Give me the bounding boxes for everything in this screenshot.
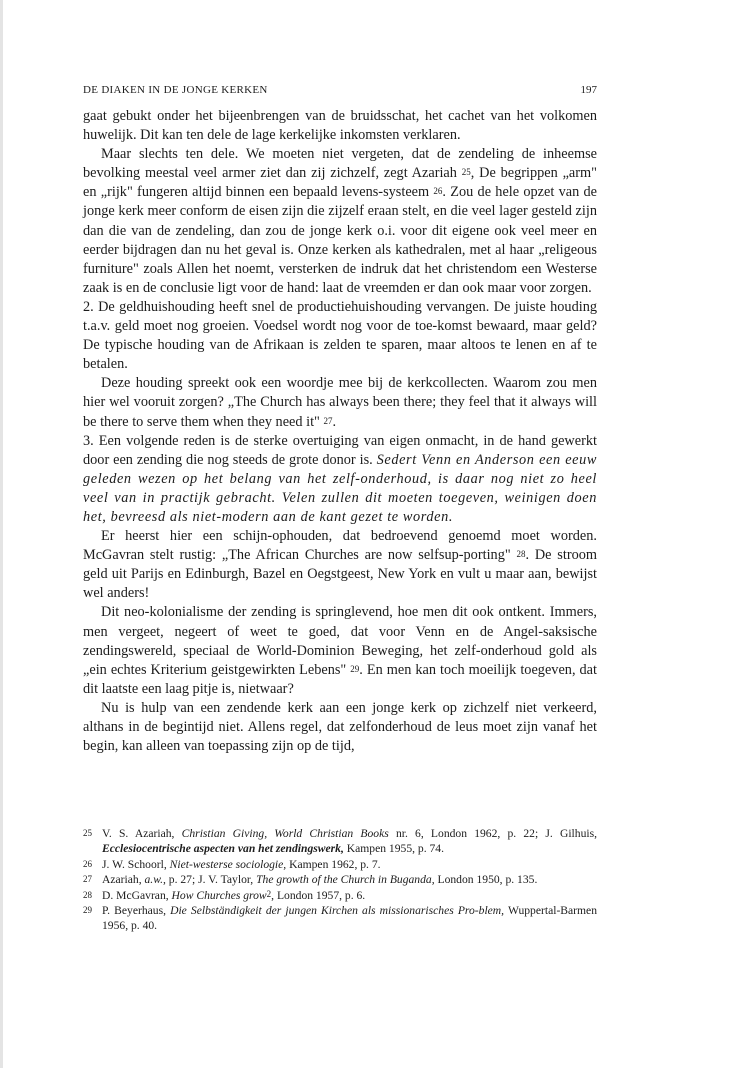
footnote <box>83 826 597 857</box>
footnote-ref: 25 <box>461 167 471 178</box>
paragraph-text: Dit neo-kolonialisme der zending is springlevend, hoe men dit ook ontkent. Immers, men vergeet, negeert of weet te goed, dat voor Venn en de Angel-saksische zendingswereld, speciaal de World-Dominion Beweging, het zelf-onderhoud gold als „ein echtes Kriterium geistgewirkten Lebens" <box>83 604 597 678</box>
paragraph <box>83 699 597 756</box>
paragraph-text: . En men kan toch moeilijk toegeven, dat dit laatste een laag pitje is, nietwaar? <box>83 661 597 697</box>
footnote-title: Ecclesiocentrische aspecten van het zendingswerk, <box>102 842 344 856</box>
footnote-title: Christian Giving, World Christian Books <box>181 827 389 840</box>
paragraph <box>83 145 597 298</box>
paragraph-text: gaat gebukt onder het bijeenbrengen van de bruidsschat, het cachet van het volkomen huwelijk. Dit kan ten dele de lage kerkelijke inkomsten verklaren. <box>83 108 597 144</box>
footnote-text: London 1950, p. 135. <box>434 873 538 887</box>
footnote-text: nr. 6, London 1962, p. 22; J. Gilhuis, <box>388 827 598 840</box>
paragraph <box>83 107 597 145</box>
footnote <box>83 872 597 887</box>
footnote-title: a.w., <box>144 873 166 887</box>
paragraph-text: Deze houding spreekt ook een woordje mee bij de kerkcollecten. Waarom zou men hier wel vooruit zorgen? „The Church has always been there; they feel that it always will be there to serve them when they need it" <box>83 375 597 430</box>
edition-superscript: 2 <box>266 888 272 899</box>
footnote-text: D. McGavran, <box>102 888 172 902</box>
paragraph-text: 2. De geldhuishouding heeft snel de productiehuishouding vervangen. De juiste houding t.a.v. geld moet nog groeien. Voedsel wordt nog voor de toe-komst bewaard, maar geld? De typische houding van de Afrikaan is zelden te sparen, maar altoos te lenen en af te betalen. <box>83 298 597 373</box>
paragraph-text: , De begrippen „arm" en „rijk" fungeren altijd binnen een bepaald levens-systeem <box>83 165 597 201</box>
footnote <box>83 903 597 934</box>
footnote-number: 26 <box>83 858 92 869</box>
footnote-number: 29 <box>83 905 92 916</box>
paragraph <box>83 527 597 603</box>
footnote-text: Wuppertal-Barmen 1956, p. 40. <box>102 904 597 933</box>
footnote <box>83 857 597 872</box>
footnote-text: p. 27; J. V. Taylor, <box>165 873 257 887</box>
paragraph-text: . Zou de hele opzet van de jonge kerk meer conform de eisen zijn die zijzelf eraan stelt, en die veel lager gesteld zijn dan die van de zendeling, dan zou de jonge kerk o.i. voor dit eigene ook veel meer en eerder bijdragen dan nu het geval is. Onze kerken als kathedralen, met al haar „religeous furniture" zoals Allen het noemt, versterken de indruk dat het christendom een Westerse zaak is en de conclusie ligt voor de hand: laat de vreemden er dan ook maar voor zorgen. <box>83 184 598 296</box>
footnote-ref: 28 <box>516 549 526 560</box>
footnote-text: Kampen 1962, p. 7. <box>286 857 381 871</box>
paragraph-text: . <box>332 413 337 430</box>
footnotes <box>83 826 597 934</box>
footnote-title: Niet-westerse sociologie, <box>169 857 287 871</box>
paragraph <box>83 432 597 527</box>
paragraph-text: Nu is hulp van een zendende kerk aan een jonge kerk op zichzelf niet verkeerd, althans in de begintijd niet. Allens regel, dat zelfonderhoud de leus moet zijn vanaf het begin, kan alleen van toepassing zijn op de tijd, <box>83 699 597 755</box>
footnote-title: Die Selbständigkeit der jungen Kirchen als missionarisches Pro-blem, <box>170 904 505 918</box>
paragraph-text: 3. Een volgende reden is de sterke overtuiging van eigen onmacht, in de hand gewerkt door een zending die nog steeds de grote donor is. <box>83 432 597 468</box>
paragraph <box>83 374 597 431</box>
footnote-number: 25 <box>83 828 92 838</box>
footnote <box>83 888 597 903</box>
footnote-text: V. S. Azariah, <box>102 827 182 840</box>
footnote-number: 28 <box>83 889 92 900</box>
emphasized-text: Sedert Venn en Anderson een eeuw geleden wezen op het belang van het zelf-onderhoud, is daar nog niet zo heel veel van in practijk gebracht. Velen zullen dit moeten toegeven, weinigen doen het, bevreesd als niet-modern aan de kant gezet te worden. <box>83 451 597 525</box>
footnote-ref: 29 <box>350 663 360 674</box>
footnote-ref: 27 <box>323 415 333 426</box>
body-text <box>83 107 597 756</box>
page-header <box>83 84 597 98</box>
paragraph-text: . De stroom geld uit Parijs en Edinburgh, Bazel en Oegstgeest, New York en vult u maar aan, bewijst wel anders! <box>83 547 598 602</box>
paragraph-text: Er heerst hier een schijn-ophouden, dat bedroevend genoemd moet worden. McGavran stelt rustig: „The African Churches are now selfsup-porting" <box>83 528 597 564</box>
footnote-ref: 26 <box>433 186 443 197</box>
paragraph-text: Maar slechts ten dele. We moeten niet vergeten, dat de zendeling de inheemse bevolking meestal veel armer ziet dan zij zichzelf, zegt Azariah <box>83 146 597 182</box>
footnote-text: J. W. Schoorl, <box>102 857 170 871</box>
footnote-text: P. Beyerhaus, <box>102 904 171 918</box>
page-number: 197 <box>580 84 597 96</box>
footnote-text: Azariah, <box>102 873 145 887</box>
footnote-text: Kampen 1955, p. 74. <box>343 842 445 856</box>
footnote-number: 27 <box>83 874 92 885</box>
running-head: DE DIAKEN IN DE JONGE KERKEN <box>83 84 268 96</box>
paragraph <box>83 603 597 698</box>
paragraph <box>83 298 597 374</box>
footnote-title: How Churches grow <box>171 888 267 902</box>
scan-edge <box>0 0 3 1068</box>
footnote-title: The growth of the Church in Buganda, <box>256 873 435 887</box>
footnote-text: , London 1957, p. 6. <box>271 888 366 902</box>
